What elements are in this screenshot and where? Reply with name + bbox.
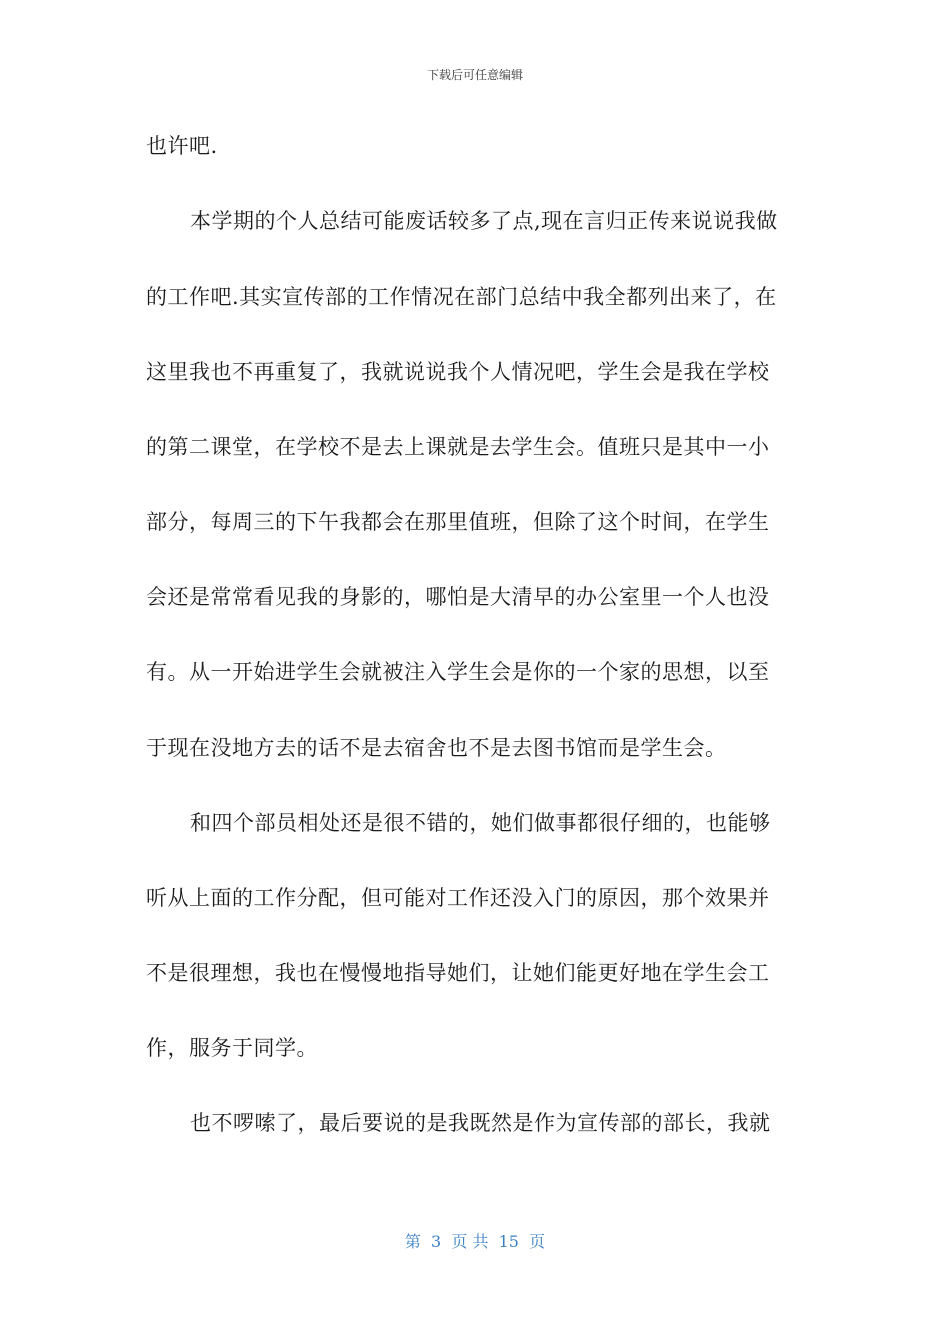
page-number-footer: 第 3 页 共 15 页 [404, 1232, 546, 1251]
paragraph-start: 也不啰嗦了，最后要说的是我既然是作为宣传部的部长，我就 [190, 1111, 771, 1135]
paragraph-start: 本学期的个人总结可能废话较多了点,现在言归正传来说说我做 [190, 209, 778, 233]
text-line: 作，服务于同学。 [146, 1036, 318, 1060]
text-line: 有。从一开始进学生会就被注入学生会是你的一个家的思想，以至 [146, 660, 770, 684]
paragraph-start: 和四个部员相处还是很不错的，她们做事都很仔细的，也能够 [190, 811, 771, 835]
text-line: 这里我也不再重复了，我就说说我个人情况吧，学生会是我在学校 [146, 360, 770, 384]
text-line: 的第二课堂，在学校不是去上课就是去学生会。值班只是其中一小 [146, 435, 770, 459]
text-line: 不是很理想，我也在慢慢地指导她们，让她们能更好地在学生会工 [146, 961, 770, 985]
text-line: 的工作吧.其实宣传部的工作情况在部门总结中我全都列出来了，在 [146, 285, 777, 309]
text-line: 于现在没地方去的话不是去宿舍也不是去图书馆而是学生会。 [146, 736, 727, 760]
text-line: 听从上面的工作分配，但可能对工作还没入门的原因，那个效果并 [146, 886, 770, 910]
text-line: 部分，每周三的下午我都会在那里值班，但除了这个时间，在学生 [146, 510, 770, 534]
text-line: 也许吧. [146, 134, 218, 158]
text-line: 会还是常常看见我的身影的，哪怕是大清早的办公室里一个人也没 [146, 585, 770, 609]
page-header: 下载后可任意编辑 [426, 68, 523, 82]
